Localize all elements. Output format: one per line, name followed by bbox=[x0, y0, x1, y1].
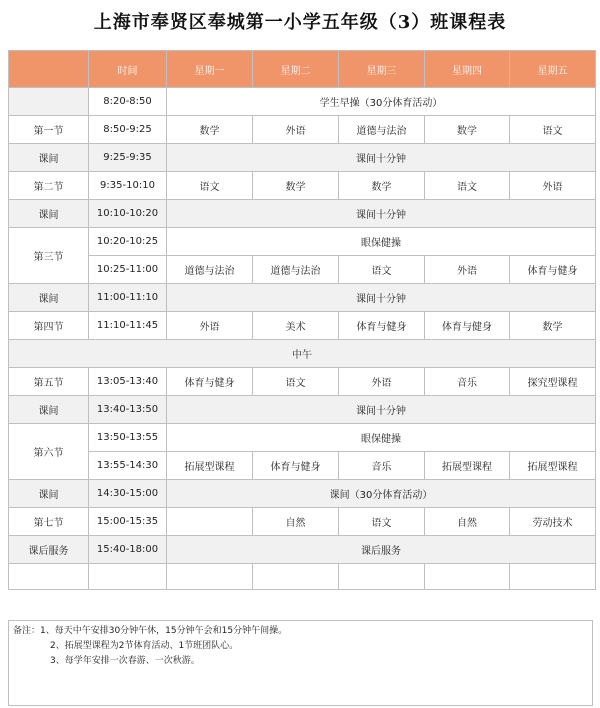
row-break bbox=[9, 200, 596, 228]
cell-label bbox=[9, 88, 89, 116]
cell-subject: 语文 bbox=[339, 256, 425, 284]
cell-subject: 外语 bbox=[510, 172, 596, 200]
cell-activity: 课后服务 bbox=[167, 536, 596, 564]
cell-label: 课间 bbox=[9, 144, 89, 172]
header-friday: 星期五 bbox=[510, 51, 596, 88]
cell-label: 课间 bbox=[9, 200, 89, 228]
cell-subject: 道德与法治 bbox=[253, 256, 339, 284]
cell-label: 第五节 bbox=[9, 368, 89, 396]
cell-label: 第二节 bbox=[9, 172, 89, 200]
header-thursday: 星期四 bbox=[425, 51, 510, 88]
cell-time: 10:20-10:25 bbox=[89, 228, 167, 256]
cell-time: 10:10-10:20 bbox=[89, 200, 167, 228]
row-eye-exercise bbox=[9, 424, 596, 452]
cell-subject: 数学 bbox=[167, 116, 253, 144]
cell-subject: 外语 bbox=[339, 368, 425, 396]
header-row bbox=[9, 51, 596, 88]
cell-subject: 语文 bbox=[425, 172, 510, 200]
note-line: 2、拓展型课程为2节体育活动、1节班团队心。 bbox=[50, 641, 239, 651]
cell-subject: 劳动技术 bbox=[510, 508, 596, 536]
cell-label: 第七节 bbox=[9, 508, 89, 536]
cell-activity: 学生早操（30分体育活动） bbox=[167, 88, 596, 116]
cell-subject bbox=[167, 508, 253, 536]
cell-subject: 美术 bbox=[253, 312, 339, 340]
cell-activity: 课间十分钟 bbox=[167, 144, 596, 172]
cell-activity: 课间十分钟 bbox=[167, 284, 596, 312]
cell-subject: 语文 bbox=[167, 172, 253, 200]
cell-subject: 探究型课程 bbox=[510, 368, 596, 396]
cell-subject: 拓展型课程 bbox=[167, 452, 253, 480]
cell-subject: 体育与健身 bbox=[167, 368, 253, 396]
header-tuesday: 星期二 bbox=[253, 51, 339, 88]
cell-empty bbox=[425, 564, 510, 590]
cell-subject: 拓展型课程 bbox=[510, 452, 596, 480]
cell-time: 11:00-11:10 bbox=[89, 284, 167, 312]
cell-label: 第六节 bbox=[9, 424, 89, 480]
cell-subject: 体育与健身 bbox=[253, 452, 339, 480]
cell-empty bbox=[9, 564, 89, 590]
cell-subject: 体育与健身 bbox=[425, 312, 510, 340]
cell-time: 8:20-8:50 bbox=[89, 88, 167, 116]
cell-subject: 道德与法治 bbox=[339, 116, 425, 144]
cell-activity: 眼保健操 bbox=[167, 424, 596, 452]
cell-label: 第三节 bbox=[9, 228, 89, 284]
note-line: 3、每学年安排一次春游、一次秋游。 bbox=[50, 656, 200, 666]
cell-time: 13:55-14:30 bbox=[89, 452, 167, 480]
header-blank bbox=[9, 51, 89, 88]
row-break bbox=[9, 284, 596, 312]
cell-subject: 音乐 bbox=[425, 368, 510, 396]
cell-subject: 体育与健身 bbox=[339, 312, 425, 340]
cell-time: 11:10-11:45 bbox=[89, 312, 167, 340]
row-period-5 bbox=[9, 368, 596, 396]
cell-time: 15:40-18:00 bbox=[89, 536, 167, 564]
schedule-table bbox=[8, 50, 596, 590]
cell-label: 课间 bbox=[9, 284, 89, 312]
row-break bbox=[9, 480, 596, 508]
cell-subject: 体育与健身 bbox=[510, 256, 596, 284]
cell-time: 14:30-15:00 bbox=[89, 480, 167, 508]
cell-empty bbox=[339, 564, 425, 590]
cell-subject: 拓展型课程 bbox=[425, 452, 510, 480]
row-empty bbox=[9, 564, 596, 590]
cell-time: 10:25-11:00 bbox=[89, 256, 167, 284]
cell-label: 课后服务 bbox=[9, 536, 89, 564]
cell-activity: 眼保健操 bbox=[167, 228, 596, 256]
cell-subject: 道德与法治 bbox=[167, 256, 253, 284]
cell-subject: 语文 bbox=[253, 368, 339, 396]
row-eye-exercise bbox=[9, 228, 596, 256]
cell-subject: 自然 bbox=[425, 508, 510, 536]
cell-time: 8:50-9:25 bbox=[89, 116, 167, 144]
header-monday: 星期一 bbox=[167, 51, 253, 88]
row-period-2 bbox=[9, 172, 596, 200]
cell-time: 13:40-13:50 bbox=[89, 396, 167, 424]
cell-subject: 数学 bbox=[339, 172, 425, 200]
cell-activity: 课间十分钟 bbox=[167, 200, 596, 228]
cell-empty bbox=[89, 564, 167, 590]
cell-empty bbox=[510, 564, 596, 590]
page-title: 上海市奉贤区奉城第一小学五年级（3）班课程表 bbox=[93, 12, 507, 33]
cell-time: 9:35-10:10 bbox=[89, 172, 167, 200]
row-period-3 bbox=[9, 256, 596, 284]
cell-label: 课间 bbox=[9, 480, 89, 508]
row-period-6 bbox=[9, 452, 596, 480]
cell-time: 13:05-13:40 bbox=[89, 368, 167, 396]
header-wednesday: 星期三 bbox=[339, 51, 425, 88]
cell-label: 第四节 bbox=[9, 312, 89, 340]
row-noon bbox=[9, 340, 596, 368]
cell-activity: 课间十分钟 bbox=[167, 396, 596, 424]
cell-subject: 数学 bbox=[510, 312, 596, 340]
cell-time: 9:25-9:35 bbox=[89, 144, 167, 172]
row-break bbox=[9, 144, 596, 172]
cell-subject: 外语 bbox=[167, 312, 253, 340]
cell-noon: 中午 bbox=[9, 340, 596, 368]
note-line: 备注：1、每天中午安排30分钟午休，15分钟午会和15分钟午间操。 bbox=[13, 626, 288, 636]
row-break bbox=[9, 396, 596, 424]
cell-subject: 外语 bbox=[253, 116, 339, 144]
cell-subject: 数学 bbox=[425, 116, 510, 144]
cell-subject: 语文 bbox=[339, 508, 425, 536]
row-period-1 bbox=[9, 116, 596, 144]
cell-label: 课间 bbox=[9, 396, 89, 424]
cell-activity: 课间（30分体育活动） bbox=[167, 480, 596, 508]
cell-empty bbox=[253, 564, 339, 590]
row-period-4 bbox=[9, 312, 596, 340]
cell-subject: 语文 bbox=[510, 116, 596, 144]
header-time: 时间 bbox=[89, 51, 167, 88]
cell-subject: 自然 bbox=[253, 508, 339, 536]
cell-empty bbox=[167, 564, 253, 590]
cell-subject: 数学 bbox=[253, 172, 339, 200]
row-period-7 bbox=[9, 508, 596, 536]
row-after-school bbox=[9, 536, 596, 564]
notes-box bbox=[8, 620, 593, 706]
row-morning bbox=[9, 88, 596, 116]
cell-label: 第一节 bbox=[9, 116, 89, 144]
cell-subject: 外语 bbox=[425, 256, 510, 284]
cell-time: 13:50-13:55 bbox=[89, 424, 167, 452]
cell-subject: 音乐 bbox=[339, 452, 425, 480]
cell-time: 15:00-15:35 bbox=[89, 508, 167, 536]
